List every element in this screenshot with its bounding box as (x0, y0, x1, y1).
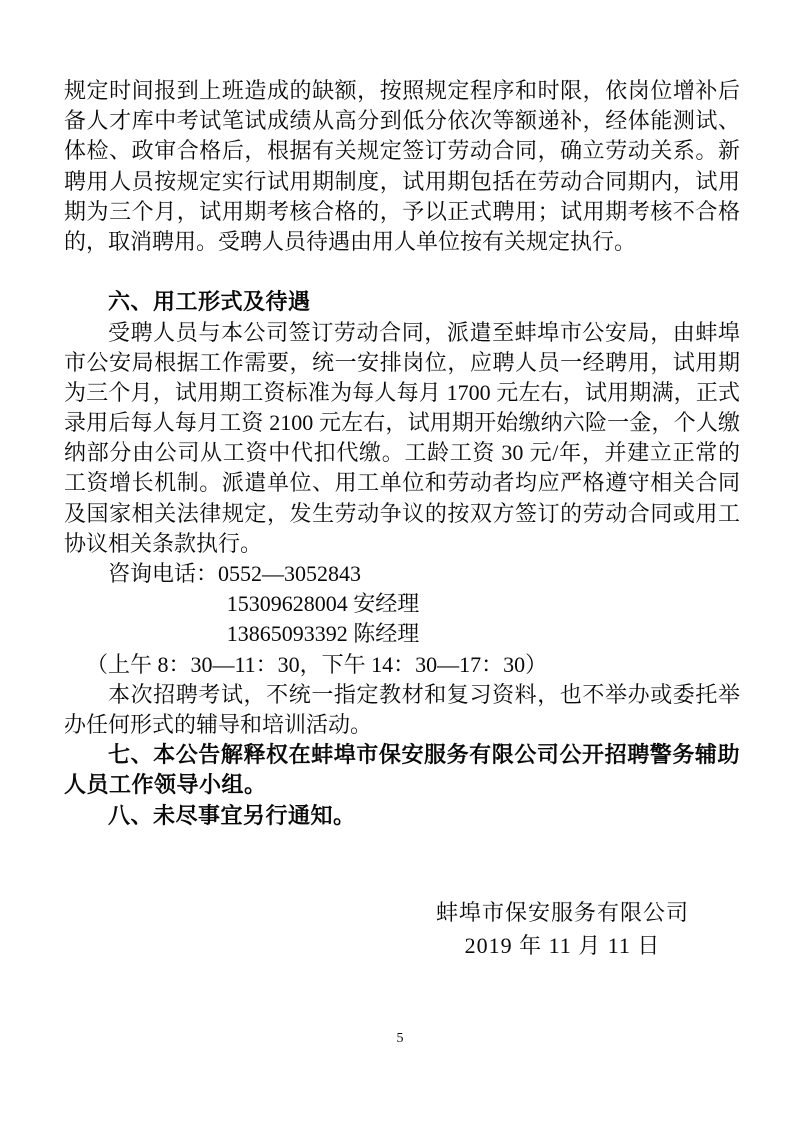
signature-company: 蚌埠市保安服务有限公司 (435, 900, 689, 925)
text-line: 13865093392 陈经理 (226, 621, 420, 647)
signature-block (325, 896, 800, 962)
text-line: 市公安局根据工作需要，统一安排岗位，应聘人员一经聘用，试用期 (64, 349, 740, 375)
text-line: 工资增长机制。派遣单位、用工单位和劳动者均应严格遵守相关合同 (64, 470, 740, 496)
section-heading-line: 七、本公告解释权在蚌埠市保安服务有限公司公开招聘警务辅助 (108, 742, 740, 768)
text-line (64, 257, 740, 287)
text-line: 录用后每人每月工资 2100 元左右，试用期开始缴纳六险一金，个人缴 (64, 410, 740, 436)
section-heading-line: 人员工作领导小组。 (64, 772, 267, 798)
text-line: 咨询电话：0552—3052843 (108, 561, 362, 586)
text-line: 为三个月，试用期工资标准为每人每月 1700 元左右，试用期满，正式 (64, 379, 740, 405)
text-line: 备人才库中考试笔试成绩从高分到低分依次等额递补，经体能测试、 (64, 108, 740, 134)
signature-date: 2019 年 11 月 11 日 (464, 933, 661, 958)
document-content (64, 76, 740, 831)
text-line: 办任何形式的辅导和培训活动。 (64, 711, 373, 737)
text-line: 期为三个月，试用期考核合格的，予以正式聘用；试用期考核不合格 (64, 198, 740, 224)
text-line: 的，取消聘用。受聘人员待遇由用人单位按有关规定执行。 (64, 228, 637, 254)
text-line: （上午 8：30—11：30，下午 14：30—17：30） (86, 651, 548, 677)
section-heading-line: 八、未尽事宜另行通知。 (108, 802, 356, 828)
text-line: 本次招聘考试，不统一指定教材和复习资料，也不举办或委托举 (108, 681, 740, 707)
text-line: 受聘人员与本公司签订劳动合同，派遣至蚌埠市公安局，由蚌埠 (108, 319, 740, 345)
text-line: 规定时间报到上班造成的缺额，按照规定程序和时限，依岗位增补后 (64, 78, 740, 103)
text-line: 协议相关条款执行。 (64, 530, 263, 556)
text-line: 聘用人员按规定实行试用期制度，试用期包括在劳动合同期内，试用 (64, 168, 740, 194)
text-line: 体检、政审合格后，根据有关规定签订劳动合同，确立劳动关系。新 (64, 138, 740, 164)
page-number: 5 (396, 1031, 404, 1046)
text-line: 纳部分由公司从工资中代扣代缴。工龄工资 30 元/年，并建立正常的 (64, 440, 740, 466)
text-line: 15309628004 安经理 (226, 591, 420, 617)
text-line: 及国家相关法律规定，发生劳动争议的按双方签订的劳动合同或用工 (64, 500, 740, 526)
section-heading-line: 六、用工形式及待遇 (108, 289, 311, 315)
